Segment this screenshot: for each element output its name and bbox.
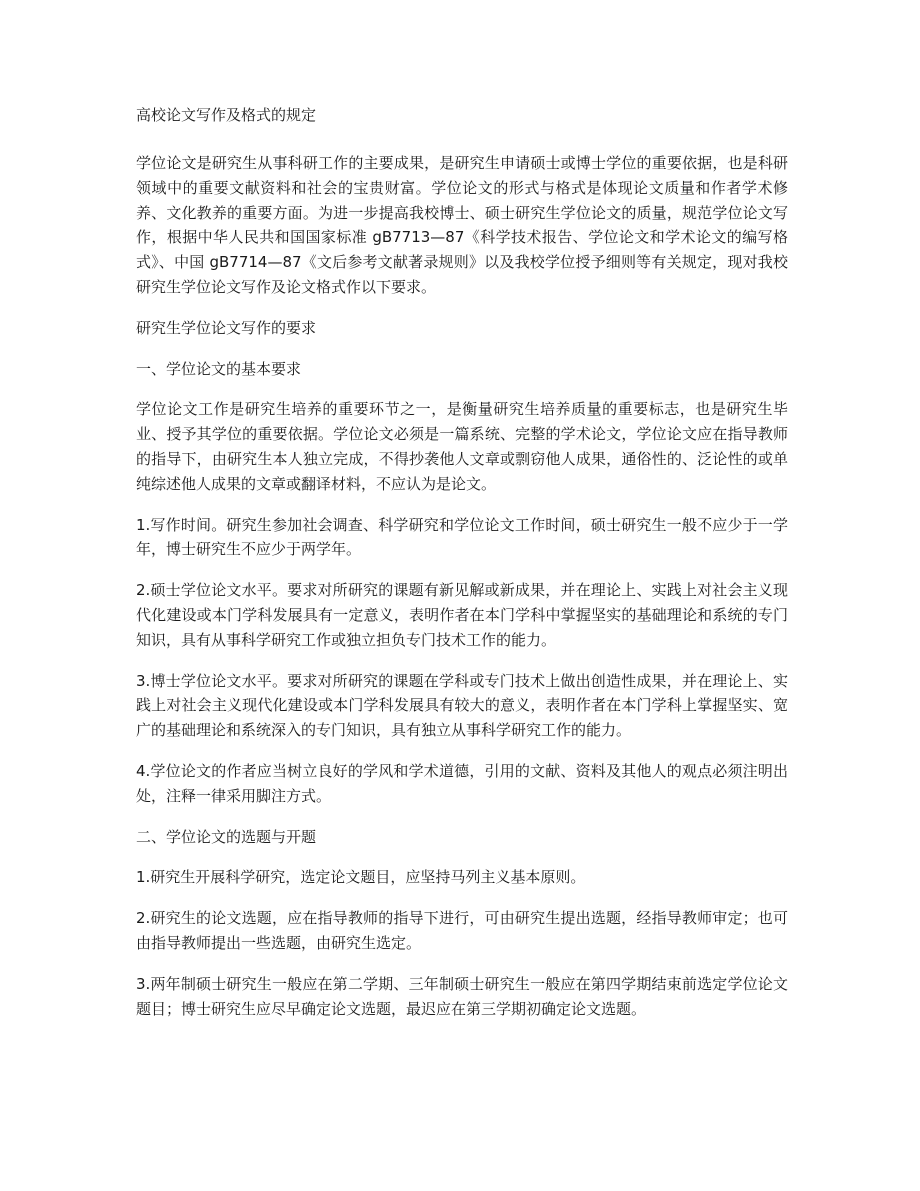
part1-item-2: 2.硕士学位论文水平。要求对所研究的课题有新见解或新成果，并在理论上、实践上对社会主义现代化建设或本门学科发展具有一定意义，表明作者在本门学科中掌握坚实的基础理论和系统的专门知识，具有从事科学研究工作或独立担负专门技术工作的能力。 — [136, 581, 788, 649]
intro-paragraph: 学位论文是研究生从事科研工作的主要成果，是研究生申请硕士或博士学位的重要依据，也是科研领域中的重要文献资料和社会的宝贵财富。学位论文的形式与格式是体现论文质量和作者学术修养、文化教养的重要方面。为进一步提高我校博士、硕士研究生学位论文的质量，规范学位论文写作，根据中华人民共和国国家标准 gB7713—87《科学技术报告、学位论文和学术论文的编写格式》、中国 gB7714—87《文后参考文献著录规则》以及我校学位授予细则等有关规定，现对我校研究生学位论文写作及论文格式作以下要求。 — [136, 154, 788, 296]
part1-heading: 一、学位论文的基本要求 — [136, 359, 302, 378]
document-title: 高校论文写作及格式的规定 — [136, 106, 317, 124]
section-title: 研究生学位论文写作的要求 — [136, 318, 317, 337]
part1-item-3: 3.博士学位论文水平。要求对所研究的课题在学科或专门技术上做出创造性成果，并在理论上、实践上对社会主义现代化建设或本门学科发展具有较大的意义，表明作者在本门学科上掌握坚实、宽广的基础理论和系统深入的专门知识，具有独立从事科学研究工作的能力。 — [136, 671, 788, 740]
part2-item-3: 3.两年制硕士研究生一般应在第二学期、三年制硕士研究生一般应在第四学期结束前选定学位论文题目；博士研究生应尽早确定论文选题，最迟应在第三学期初确定论文选题。 — [136, 974, 788, 1018]
part2-item-2: 2.研究生的论文选题，应在指导教师的指导下进行，可由研究生提出选题，经指导教师审定；也可由指导教师提出一些选题，由研究生选定。 — [136, 909, 788, 952]
part1-item-4: 4.学位论文的作者应当树立良好的学风和学术道德，引用的文献、资料及其他人的观点必须注明出处，注释一律采用脚注方式。 — [136, 761, 788, 805]
part2-heading: 二、学位论文的选题与开题 — [136, 827, 317, 846]
part1-intro-paragraph: 学位论文工作是研究生培养的重要环节之一，是衡量研究生培养质量的重要标志，也是研究生毕业、授予其学位的重要依据。学位论文必须是一篇系统、完整的学术论文，学位论文应在指导教师的指导下，由研究生本人独立完成，不得抄袭他人文章或剽窃他人成果，通俗性的、泛论性的或单纯综述他人成果的文章或翻译材料，不应认为是论文。 — [136, 400, 788, 493]
part1-item-1: 1.写作时间。研究生参加社会调查、科学研究和学位论文工作时间，硕士研究生一般不应少于一学年，博士研究生不应少于两学年。 — [136, 515, 788, 559]
document-page — [136, 100, 788, 1037]
part2-item-1: 1.研究生开展科学研究，选定论文题目，应坚持马列主义基本原则。 — [136, 868, 586, 887]
